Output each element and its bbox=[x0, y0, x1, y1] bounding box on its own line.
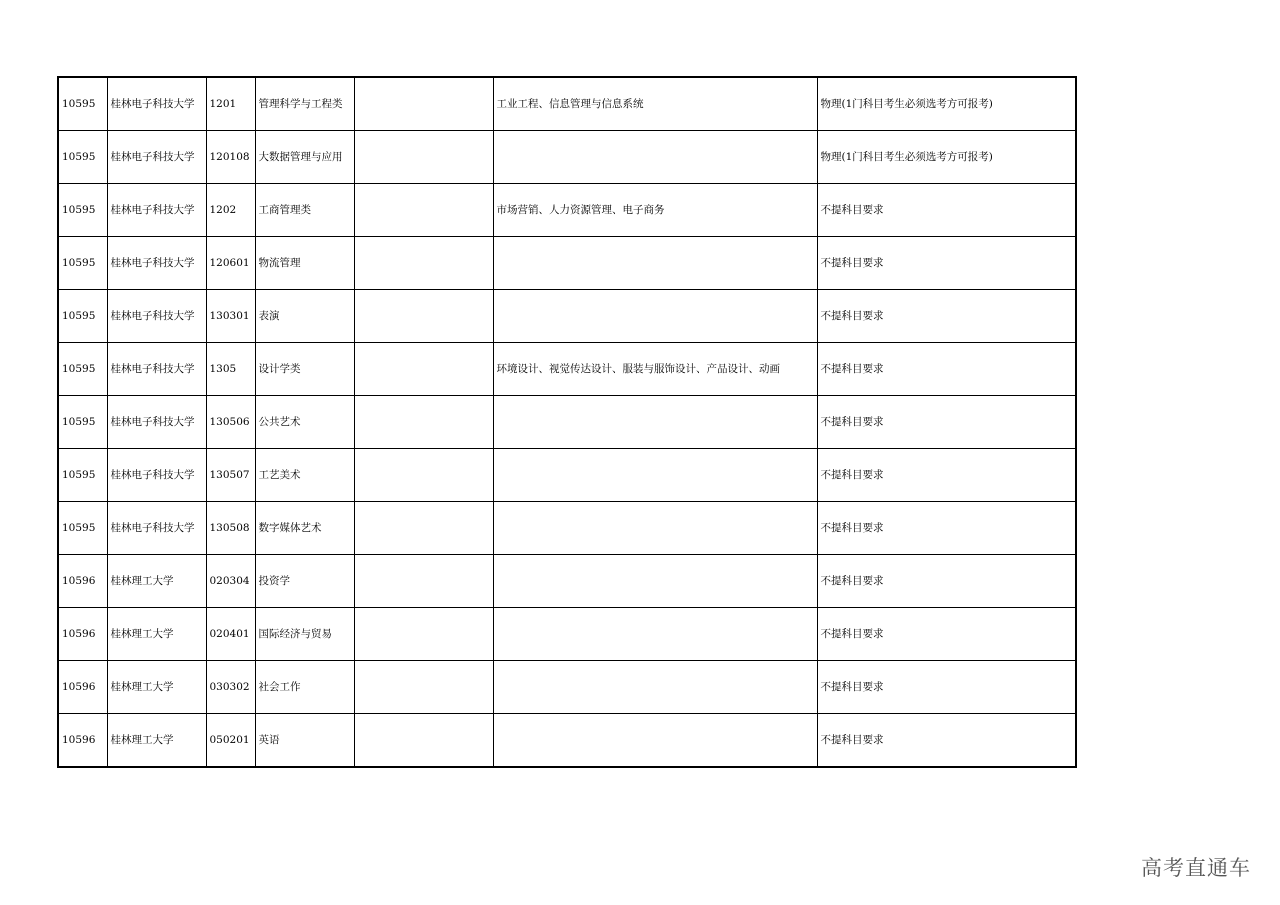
school-name-cell: 桂林电子科技大学 bbox=[107, 290, 206, 343]
included-majors-cell bbox=[493, 608, 817, 661]
subject-requirement-cell: 不提科目要求 bbox=[817, 661, 1076, 714]
included-majors-cell bbox=[493, 555, 817, 608]
major-code-cell: 120601 bbox=[206, 237, 255, 290]
table-row bbox=[58, 237, 1076, 290]
subject-requirement-cell: 物理(1门科目考生必须选考方可报考) bbox=[817, 131, 1076, 184]
school-code-cell: 10595 bbox=[58, 131, 107, 184]
major-code-cell: 030302 bbox=[206, 661, 255, 714]
major-code-cell: 130508 bbox=[206, 502, 255, 555]
major-name-cell: 大数据管理与应用 bbox=[255, 131, 354, 184]
subject-requirement-cell: 不提科目要求 bbox=[817, 184, 1076, 237]
major-code-cell: 130507 bbox=[206, 449, 255, 502]
note-cell bbox=[354, 661, 493, 714]
school-code-cell: 10595 bbox=[58, 502, 107, 555]
school-name-cell: 桂林电子科技大学 bbox=[107, 184, 206, 237]
school-name-cell: 桂林电子科技大学 bbox=[107, 396, 206, 449]
school-code-cell: 10595 bbox=[58, 449, 107, 502]
note-cell bbox=[354, 131, 493, 184]
note-cell bbox=[354, 184, 493, 237]
major-name-cell: 数字媒体艺术 bbox=[255, 502, 354, 555]
major-name-cell: 工商管理类 bbox=[255, 184, 354, 237]
included-majors-cell bbox=[493, 661, 817, 714]
major-code-cell: 1202 bbox=[206, 184, 255, 237]
major-name-cell: 投资学 bbox=[255, 555, 354, 608]
school-name-cell: 桂林电子科技大学 bbox=[107, 502, 206, 555]
included-majors-cell: 环境设计、视觉传达设计、服装与服饰设计、产品设计、动画 bbox=[493, 343, 817, 396]
subject-requirement-cell: 不提科目要求 bbox=[817, 237, 1076, 290]
major-code-cell: 1305 bbox=[206, 343, 255, 396]
school-name-cell: 桂林电子科技大学 bbox=[107, 77, 206, 131]
major-code-cell: 050201 bbox=[206, 714, 255, 768]
included-majors-cell bbox=[493, 237, 817, 290]
subject-requirement-cell: 不提科目要求 bbox=[817, 608, 1076, 661]
included-majors-cell: 工业工程、信息管理与信息系统 bbox=[493, 77, 817, 131]
major-name-cell: 物流管理 bbox=[255, 237, 354, 290]
school-name-cell: 桂林理工大学 bbox=[107, 714, 206, 768]
major-code-cell: 020304 bbox=[206, 555, 255, 608]
subject-requirement-cell: 不提科目要求 bbox=[817, 290, 1076, 343]
table-row bbox=[58, 714, 1076, 768]
school-name-cell: 桂林理工大学 bbox=[107, 661, 206, 714]
subject-requirement-cell: 不提科目要求 bbox=[817, 555, 1076, 608]
included-majors-cell bbox=[493, 714, 817, 768]
school-name-cell: 桂林电子科技大学 bbox=[107, 449, 206, 502]
subject-requirement-cell: 不提科目要求 bbox=[817, 714, 1076, 768]
major-name-cell: 国际经济与贸易 bbox=[255, 608, 354, 661]
note-cell bbox=[354, 290, 493, 343]
major-name-cell: 管理科学与工程类 bbox=[255, 77, 354, 131]
school-name-cell: 桂林电子科技大学 bbox=[107, 131, 206, 184]
table-row bbox=[58, 502, 1076, 555]
major-name-cell: 英语 bbox=[255, 714, 354, 768]
school-code-cell: 10595 bbox=[58, 184, 107, 237]
note-cell bbox=[354, 714, 493, 768]
note-cell bbox=[354, 343, 493, 396]
major-code-cell: 1201 bbox=[206, 77, 255, 131]
table-row bbox=[58, 184, 1076, 237]
note-cell bbox=[354, 449, 493, 502]
school-code-cell: 10595 bbox=[58, 77, 107, 131]
note-cell bbox=[354, 77, 493, 131]
subject-requirement-cell: 物理(1门科目考生必须选考方可报考) bbox=[817, 77, 1076, 131]
major-name-cell: 表演 bbox=[255, 290, 354, 343]
school-code-cell: 10596 bbox=[58, 608, 107, 661]
table-row bbox=[58, 608, 1076, 661]
note-cell bbox=[354, 555, 493, 608]
included-majors-cell bbox=[493, 502, 817, 555]
table-row bbox=[58, 449, 1076, 502]
school-code-cell: 10595 bbox=[58, 237, 107, 290]
major-code-cell: 020401 bbox=[206, 608, 255, 661]
note-cell bbox=[354, 396, 493, 449]
note-cell bbox=[354, 608, 493, 661]
school-name-cell: 桂林理工大学 bbox=[107, 608, 206, 661]
table-row bbox=[58, 77, 1076, 131]
major-code-cell: 120108 bbox=[206, 131, 255, 184]
major-name-cell: 设计学类 bbox=[255, 343, 354, 396]
major-code-cell: 130301 bbox=[206, 290, 255, 343]
school-code-cell: 10596 bbox=[58, 555, 107, 608]
subject-requirement-cell: 不提科目要求 bbox=[817, 502, 1076, 555]
school-code-cell: 10595 bbox=[58, 396, 107, 449]
table-row bbox=[58, 131, 1076, 184]
major-code-cell: 130506 bbox=[206, 396, 255, 449]
included-majors-cell: 市场营销、人力资源管理、电子商务 bbox=[493, 184, 817, 237]
note-cell bbox=[354, 502, 493, 555]
major-name-cell: 工艺美术 bbox=[255, 449, 354, 502]
subject-requirement-cell: 不提科目要求 bbox=[817, 449, 1076, 502]
table-row bbox=[58, 661, 1076, 714]
note-cell bbox=[354, 237, 493, 290]
table-row bbox=[58, 343, 1076, 396]
school-code-cell: 10596 bbox=[58, 714, 107, 768]
table-row bbox=[58, 290, 1076, 343]
subject-requirement-cell: 不提科目要求 bbox=[817, 396, 1076, 449]
major-name-cell: 公共艺术 bbox=[255, 396, 354, 449]
included-majors-cell bbox=[493, 290, 817, 343]
school-name-cell: 桂林电子科技大学 bbox=[107, 343, 206, 396]
included-majors-cell bbox=[493, 449, 817, 502]
school-code-cell: 10596 bbox=[58, 661, 107, 714]
major-name-cell: 社会工作 bbox=[255, 661, 354, 714]
table-row bbox=[58, 555, 1076, 608]
table-row bbox=[58, 396, 1076, 449]
school-code-cell: 10595 bbox=[58, 343, 107, 396]
major-requirements-table bbox=[57, 76, 1077, 768]
school-code-cell: 10595 bbox=[58, 290, 107, 343]
included-majors-cell bbox=[493, 396, 817, 449]
watermark-text: 高考直通车 bbox=[1141, 856, 1251, 880]
included-majors-cell bbox=[493, 131, 817, 184]
school-name-cell: 桂林电子科技大学 bbox=[107, 237, 206, 290]
school-name-cell: 桂林理工大学 bbox=[107, 555, 206, 608]
table-body bbox=[58, 77, 1076, 767]
subject-requirement-cell: 不提科目要求 bbox=[817, 343, 1076, 396]
